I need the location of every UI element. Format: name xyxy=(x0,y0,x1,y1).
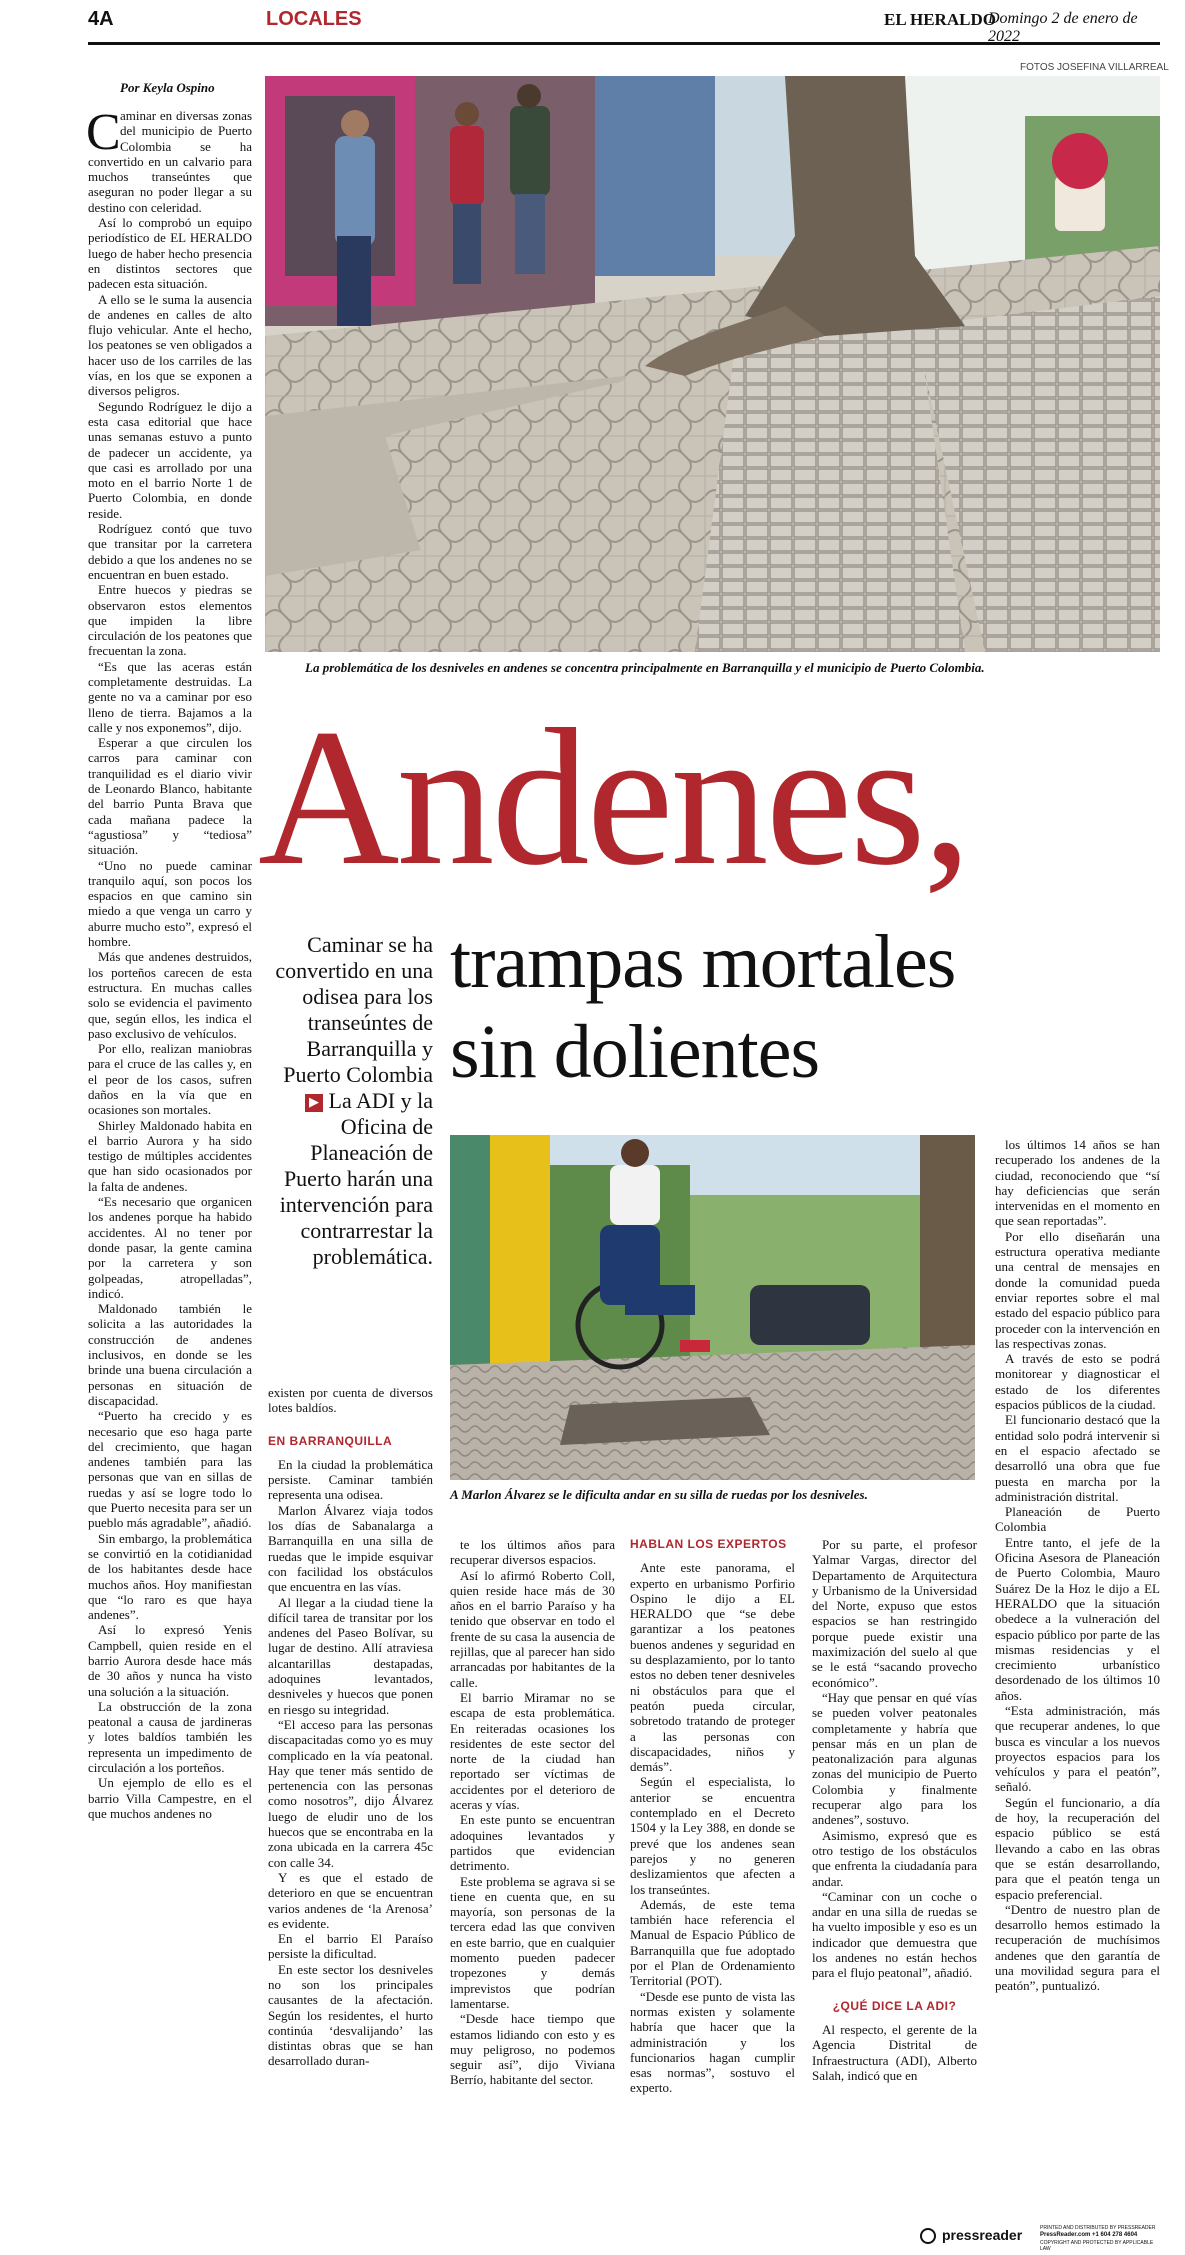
col6-paragraph: A través de esto se podrá monitorear y diagnosticar el estado de los diferentes espacios públicos de la ciudad. xyxy=(995,1351,1160,1413)
col1-paragraph: Segundo Rodríguez le dijo a esta casa editorial que hace unas semanas estuvo a punto de padecer un accidente, ya que casi es arrollado por una moto en el barrio Norte 1 de Puerto Colombia, en donde reside. xyxy=(88,398,252,521)
col1-paragraph: “Es necesario que organicen los andenes porque ha habido accidentes. Al no tener por donde pasar, la gente camina por la carretera y son golpeadas, atropelladas”, indicó. xyxy=(88,1194,252,1301)
drop-cap: C xyxy=(86,104,121,161)
col6-paragraph: Entre tanto, el jefe de la Oficina Asesora de Planeación de Puerto Colombia, Mauro Suárez De la Hoz le dijo a EL HERALDO que la situación obedece a la vulneración del espacio público por parte de las mismas residencias y el crecimiento urbanístico desordenado de los últimos 10 años. xyxy=(995,1534,1160,1703)
col2-paragraph: Al llegar a la ciudad tiene la difícil tarea de transitar por los andenes del Paseo Bolívar, su lugar de destino. Allí atraviesa alcantarillas destapadas, adoquines levantados, desniveles y huecos que ponen en riesgo su integridad. xyxy=(268,1594,433,1717)
column-4 xyxy=(630,1537,795,2096)
col3-paragraph: “Desde hace tiempo que estamos lidiando con esto y es muy peligroso, no podemos seguir así”, dijo Viviana Berrío, habitante del sector. xyxy=(450,2011,615,2088)
col1-paragraph: Así lo comprobó un equipo periodístico de EL HERALDO luego de haber hecho presencia en distintos sectores que padecen esta situación. xyxy=(88,215,252,292)
col1-paragraph: Entre huecos y piedras se observaron estos elementos que impiden la libre circulación de los peatones que frecuentan la zona. xyxy=(88,582,252,659)
col4-paragraph: Según el especialista, lo anterior se encuentra contemplado en el Decreto 1504 y la Ley 388, en donde se prevé que los andenes sean parejos y no generen deslizamientos que afecten a los transeúntes. xyxy=(630,1774,795,1897)
col2-paragraph: Marlon Álvarez viaja todos los días de Sabanalarga a Barranquilla en una silla de ruedas que le impide esquivar con facilidad los obstáculos que encuentra en las vías. xyxy=(268,1502,433,1595)
sidewalk-photo-illustration xyxy=(265,76,1160,652)
col1-paragraph: La obstrucción de la zona peatonal a causa de jardineras y lotes baldíos también les representa un impedimento de circulación a los porteños. xyxy=(88,1698,252,1776)
col3-paragraph: te los últimos años para recuperar diversos espacios. xyxy=(450,1537,615,1568)
col1-paragraph: Por ello, realizan maniobras para el cruce de las calles y, en el peor de los casos, sufren daños en la vía que en ocasiones son mortales. xyxy=(88,1041,252,1118)
standfirst xyxy=(268,932,433,1270)
pressreader-line3: COPYRIGHT AND PROTECTED BY APPLICABLE LAW xyxy=(1040,2240,1154,2252)
pressreader-line2: PressReader.com +1 604 278 4604 xyxy=(1040,2232,1138,2238)
column-3 xyxy=(450,1537,615,2088)
col1-paragraph: Esperar a que circulen los carros para caminar con tranquilidad es el diario vivir de Leonardo Blanco, habitante del barrio Punta Brava que cada mañana padece la “agustiosa” y “tediosa” situación. xyxy=(88,735,252,858)
column-1-text xyxy=(86,104,252,1821)
column-5-text xyxy=(812,1537,977,1981)
wheelchair-photo xyxy=(450,1135,975,1480)
column-2-top-text: existen por cuenta de diversos lotes baldíos. xyxy=(268,1385,433,1416)
pressreader-footer xyxy=(920,2225,1160,2251)
wheelchair-photo-illustration xyxy=(450,1135,975,1480)
subhead-adi: ¿QUÉ DICE LA ADI? xyxy=(832,1998,957,2013)
page-header xyxy=(88,6,1160,45)
standfirst-part1: Caminar se ha convertido en una odisea para los transeúntes de Barranquilla y Puerto Colombia xyxy=(275,932,433,1087)
standfirst-part2: La ADI y la Oficina de Planeación de Puerto harán una intervención para contrarrestar la problemática. xyxy=(279,1088,433,1269)
col6-paragraph: El funcionario destacó que la entidad solo podrá intervenir si en el espacio afectado se desarrolló una obra que fue puesta en marcha por la administración distrital. xyxy=(995,1412,1160,1504)
page-number: 4A xyxy=(88,8,114,30)
column-3-text xyxy=(450,1537,615,2088)
col5-paragraph: “Caminar con un coche o andar en una silla de ruedas se ha vuelto imposible y eso es un indicador que demuestra que los andenes no están hechos para el flujo peatonal”, añadió. xyxy=(812,1888,977,1981)
column-1 xyxy=(86,104,252,1821)
column-6 xyxy=(995,1137,1160,1994)
issue-date: Domingo 2 de enero de 2022 xyxy=(988,10,1138,45)
col4-paragraph: “Desde ese punto de vista las normas existen y solamente habría que hacer que la administración y los funcionarios hagan cumplir esas normas”, sostuvo el experto. xyxy=(630,1988,795,2096)
col1-paragraph: Un ejemplo de ello es el barrio Villa Campestre, en el que muchos andenes no xyxy=(88,1775,252,1821)
headline-line2: trampas mortales xyxy=(450,920,956,1004)
headline-andenes: Andenes, xyxy=(258,689,969,906)
col1-paragraph: aminar en diversas zonas del municipio de Puerto Colombia se ha convertido en un calvario para muchos transeúntes que aseguran no poder llegar a su destino con celeridad. xyxy=(88,108,252,215)
column-4-text xyxy=(630,1560,795,2095)
col2-paragraph: En este sector los desniveles no son los principales causantes de la afectación. Según los residentes, el hurto continúa ‘desvalijando’ las distintas obras que se han desarrollado duran- xyxy=(268,1961,433,2069)
col6-paragraph: Según el funcionario, a día de hoy, la recuperación del espacio público se está llevando a cabo en las obras que se están desarrollando, para que el peatón tenga un espacio preferencial. xyxy=(995,1794,1160,1902)
col5-paragraph: Por su parte, el profesor Yalmar Vargas, director del Departamento de Arquitectura y Urbanismo de la Universidad del Norte, expuso que estos espacios se han restringido porque puede existir una maximización del suelo al que se le está “sacando provecho económico”. xyxy=(812,1537,977,1690)
section-name: LOCALES xyxy=(266,8,362,30)
subhead-barranquilla: EN BARRANQUILLA xyxy=(268,1433,393,1448)
col1-paragraph: Sin embargo, la problemática se convirtió en la cotidianidad de los habitantes desde hace muchos años. Hoy manifiestan que “lo raro es que haya andenes”. xyxy=(88,1530,252,1623)
column-5-adi-text xyxy=(812,2022,977,2083)
col2-paragraph: Y es que el estado de deterioro en que se encuentran varios andenes de ‘la Arenosa’ es evidente. xyxy=(268,1869,433,1931)
col6-paragraph: “Esta administración, más que recuperar andenes, lo que busca es vincular a los nuevos proyectos espacios para los vehículos y para el peatón”, señaló. xyxy=(995,1702,1160,1795)
col3-paragraph: El barrio Miramar no se escapa de esta problemática. En reiteradas ocasiones los residentes de este sector del norte de la ciudad han reportado ser víctimas de accidentes por el deterioro de aceras y vías. xyxy=(450,1689,615,1813)
subhead-expertos: HABLAN LOS EXPERTOS xyxy=(630,1537,787,1551)
photo-credit: FOTOS JOSEFINA VILLARREAL xyxy=(1020,62,1169,73)
col3-paragraph: Así lo afirmó Roberto Coll, quien reside hace más de 30 años en el barrio Paraíso y ha tenido que observar en todo el frente de su casa la ausencia de rejillas, que al parecer han sido arrancadas por habitantes de la calle. xyxy=(450,1567,615,1690)
col5-paragraph: Asimismo, expresó que es otro testigo de los obstáculos que enfrenta la ciudadanía para andar. xyxy=(812,1827,977,1889)
col1-paragraph: Más que andenes destruidos, los porteños carecen de esta estructura. En muchas calles solo se evidencia el pavimento que, según ellos, les indica el paso exclusivo de vehículos. xyxy=(88,949,252,1041)
col4-paragraph: Ante este panorama, el experto en urbanismo Porfirio Ospino le dijo a EL HERALDO que “se debe garantizar a los peatones buenos andenes y seguridad en su desplazamiento, por lo tanto estos no deben tener desniveles ni obstáculos para que el peatón pueda circular, sobretodo tratando de proteger a las personas con discapacidades, niños y demás”. xyxy=(630,1560,795,1775)
col2-paragraph: En la ciudad la problemática persiste. Caminar también representa una odisea. xyxy=(268,1456,433,1503)
col3-paragraph: Este problema se agrava si se tiene en cuenta que, en su mayoría, son personas de la tercera edad las que conviven en este barrio, que en cualquier momento pueden padecer tropezones y demás imprevistos que podrían lamentarse. xyxy=(450,1873,615,2011)
pressreader-brand: pressreader xyxy=(942,2227,1023,2243)
column-5 xyxy=(812,1537,977,2083)
col1-paragraph: “Uno no puede caminar tranquilo aquí, son pocos los espacios en que camino sin miedo a que venga un carro y aburre mucho esto”, expresó el hombre. xyxy=(88,857,252,950)
column-2 xyxy=(268,1385,433,2069)
arrow-icon: ▶ xyxy=(305,1094,323,1112)
newspaper-name: EL HERALDO xyxy=(884,10,996,29)
col6-paragraph: Planeación de Puerto Colombia xyxy=(995,1504,1160,1535)
byline: Por Keyla Ospino xyxy=(120,80,215,95)
wheelchair-photo-caption: A Marlon Álvarez se le dificulta andar en su silla de ruedas por los desniveles. xyxy=(450,1487,868,1502)
col2-paragraph: En el barrio El Paraíso persiste la dificultad. xyxy=(268,1931,433,1962)
col1-paragraph: A ello se le suma la ausencia de andenes en calles de alto flujo vehicular. Ante el hecho, los peatones se ven obligados a hacer uso de los carriles de las vías, en los que se exponen a diversos peligros. xyxy=(88,291,252,399)
pressreader-line1: PRINTED AND DISTRIBUTED BY PRESSREADER xyxy=(1040,2225,1156,2231)
col1-paragraph: Shirley Maldonado habita en el barrio Aurora y ha sido testigo de múltiples accidentes que han sido ocasionados por la falta de andenes. xyxy=(88,1117,252,1194)
top-photo xyxy=(265,76,1160,652)
col3-paragraph: En este punto se encuentran adoquines levantados y partidos que evidencian detrimento. xyxy=(450,1812,615,1874)
col1-paragraph: “Es que las aceras están completamente destruidas. La gente no va a caminar por eso lleno de tierra. Bajamos a la calle y nos exponemos”, dijo. xyxy=(88,658,252,735)
col6-paragraph: “Dentro de nuestro plan de desarrollo hemos estimado la recuperación de muchísimos andenes que den garantía de una movilidad segura para el peatón”, puntualizó. xyxy=(995,1901,1160,1994)
col1-paragraph: “Puerto ha crecido y es necesario que eso haga parte del crecimiento, que hagan andenes también para las personas que van en sillas de ruedas y así se logre todo lo que Puerto necesita para ser un pueblo más agradable”, añadió. xyxy=(88,1408,252,1531)
top-photo-caption: La problemática de los desniveles en andenes se concentra principalmente en Barranquilla y el municipio de Puerto Colombia. xyxy=(305,660,985,675)
pressreader-icon xyxy=(920,2228,936,2244)
col2-paragraph: “El acceso para las personas discapacitadas como yo es muy complicado en la vía peatonal. Hay que tener más sentido de pertenencia con las personas como nosotros”, dijo Álvarez luego de eludir uno de los huecos que se encontraba en la zona ubicada en la carrera 45c con calle 34. xyxy=(268,1716,433,1870)
col1-paragraph: Rodríguez contó que tuvo que transitar por la carretera debido a que los andenes no se encuentran en buen estado. xyxy=(88,521,252,582)
col5_adi-paragraph: Al respecto, el gerente de la Agencia Distrital de Infraestructura (ADI), Alberto Salah, indicó que en xyxy=(812,2021,977,2083)
col1-paragraph: Maldonado también le solicita a las autoridades la construcción de andenes inclusivos, en donde se les brinde una buena circulación a personas en situación de discapacidad. xyxy=(88,1301,252,1408)
col6-paragraph: Por ello diseñarán una estructura operativa mediante una central de mensajes en donde la comunidad pueda enviar reportes sobre el mal estado del espacio público para proceder con la intervención en las respectivas zonas. xyxy=(995,1228,1160,1351)
column-2-text xyxy=(268,1457,433,2069)
col5-paragraph: “Hay que pensar en qué vías se pueden volver peatonales completamente y habría que pensar más en un plan de peatonalización para algunas zonas del municipio de Puerto Colombia y finalmente recuperar algo para los andenes”, sostuvo. xyxy=(812,1689,977,1828)
col6-paragraph: los últimos 14 años se han recuperado los andenes de la ciudad, reconociendo que “sí hay deficiencias que serán intervenidas en el momento en que sean reportadas”. xyxy=(995,1137,1160,1229)
headline-line3: sin dolientes xyxy=(450,1010,820,1094)
column-6-text xyxy=(995,1137,1160,1994)
col1-paragraph: Así lo expresó Yenis Campbell, quien reside en el barrio Aurora desde hace más de 30 años y nunca ha visto una solución a la situación. xyxy=(88,1622,252,1699)
col4-paragraph: Además, de este tema también hace referencia el Manual de Espacio Público de Barranquilla que fue adoptado por el Plan de Ordenamiento Territorial (POT). xyxy=(630,1896,795,1989)
